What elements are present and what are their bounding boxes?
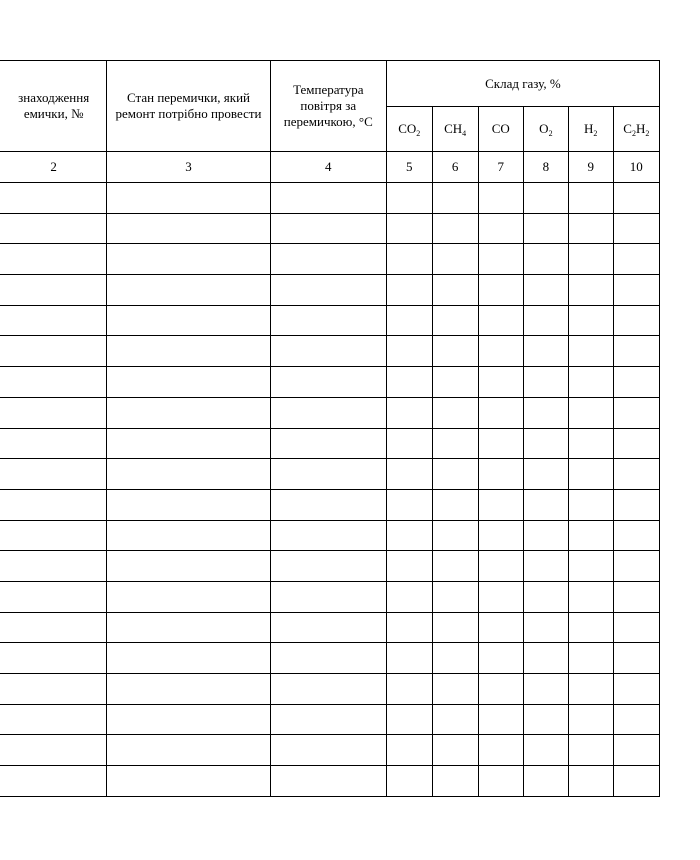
table-cell xyxy=(386,459,432,490)
gas-formula-base: CO xyxy=(398,121,417,136)
table-cell xyxy=(0,520,107,551)
table-cell xyxy=(568,674,613,705)
table-row xyxy=(0,305,660,336)
table-cell xyxy=(386,244,432,275)
table-cell xyxy=(523,305,568,336)
table-cell xyxy=(432,428,478,459)
table-cell xyxy=(613,766,659,797)
table-cell xyxy=(568,704,613,735)
table-cell xyxy=(568,735,613,766)
table-cell xyxy=(107,428,270,459)
gas-header-4 xyxy=(568,107,613,152)
table-row xyxy=(0,551,660,582)
table-cell xyxy=(613,674,659,705)
table-cell xyxy=(107,213,270,244)
table-cell xyxy=(478,489,523,520)
table-cell xyxy=(386,581,432,612)
table-cell xyxy=(107,244,270,275)
gas-formula-subscript: 2 xyxy=(416,129,421,138)
table-cell xyxy=(613,367,659,398)
table-cell xyxy=(270,305,386,336)
table-row xyxy=(0,275,660,306)
table-cell xyxy=(523,244,568,275)
table-cell xyxy=(0,704,107,735)
table-row xyxy=(0,581,660,612)
table-cell xyxy=(523,489,568,520)
table-cell xyxy=(478,397,523,428)
table-cell xyxy=(386,643,432,674)
table-cell xyxy=(107,643,270,674)
table-cell xyxy=(613,275,659,306)
table-cell xyxy=(613,581,659,612)
table-cell xyxy=(107,704,270,735)
table-cell xyxy=(523,551,568,582)
table-cell xyxy=(478,643,523,674)
table-cell xyxy=(432,643,478,674)
table-cell xyxy=(613,305,659,336)
table-cell xyxy=(568,183,613,214)
table-cell xyxy=(478,275,523,306)
table-cell xyxy=(0,183,107,214)
table-cell xyxy=(107,275,270,306)
table-cell xyxy=(432,766,478,797)
table-cell xyxy=(432,183,478,214)
table-cell xyxy=(478,735,523,766)
table-cell xyxy=(386,735,432,766)
table-cell xyxy=(432,735,478,766)
table-cell xyxy=(386,336,432,367)
table-cell xyxy=(386,397,432,428)
table-cell xyxy=(386,766,432,797)
table-cell xyxy=(523,520,568,551)
table-row xyxy=(0,213,660,244)
table-cell xyxy=(107,459,270,490)
table-cell xyxy=(0,643,107,674)
table-cell xyxy=(432,244,478,275)
table-cell xyxy=(0,766,107,797)
header-bulkhead-state xyxy=(107,61,270,152)
journal-table xyxy=(0,60,660,797)
header-air-temperature xyxy=(270,61,386,152)
gas-header-0 xyxy=(386,107,432,152)
table-cell xyxy=(386,551,432,582)
table-cell xyxy=(270,336,386,367)
table-cell xyxy=(107,336,270,367)
header-location-line-1: знаходження xyxy=(18,90,90,105)
table-cell xyxy=(107,520,270,551)
table-cell xyxy=(478,428,523,459)
table-cell xyxy=(613,704,659,735)
table-cell xyxy=(568,520,613,551)
gas-header-5 xyxy=(613,107,659,152)
table-cell xyxy=(107,367,270,398)
table-cell xyxy=(478,520,523,551)
gas-formula-base: C xyxy=(623,121,632,136)
table-cell xyxy=(0,305,107,336)
header-air-temperature-line-3: перемичкою, °С xyxy=(283,114,373,129)
header-location-line-2: емички, № xyxy=(23,106,84,121)
table-cell xyxy=(0,735,107,766)
header-location xyxy=(0,61,107,152)
table-cell xyxy=(107,674,270,705)
table-cell xyxy=(613,244,659,275)
table-cell xyxy=(613,459,659,490)
table-cell xyxy=(107,581,270,612)
gas-header-2 xyxy=(478,107,523,152)
table-cell xyxy=(568,551,613,582)
table-cell xyxy=(523,397,568,428)
table-row xyxy=(0,643,660,674)
table-cell xyxy=(432,367,478,398)
table-cell xyxy=(432,581,478,612)
table-cell xyxy=(613,520,659,551)
table-cell xyxy=(523,183,568,214)
column-number-row xyxy=(0,152,660,183)
table-cell xyxy=(613,428,659,459)
gas-formula-base: CH xyxy=(444,121,463,136)
table-cell xyxy=(568,336,613,367)
table-cell xyxy=(270,766,386,797)
table-cell xyxy=(613,397,659,428)
table-cell xyxy=(523,367,568,398)
table-cell xyxy=(478,367,523,398)
table-cell xyxy=(107,397,270,428)
table-row xyxy=(0,520,660,551)
table-cell xyxy=(523,704,568,735)
table-cell xyxy=(568,275,613,306)
table-cell xyxy=(523,612,568,643)
header-air-temperature-line-1: Температура xyxy=(293,82,364,97)
table-cell xyxy=(386,275,432,306)
column-number-0: 2 xyxy=(0,152,107,183)
table-cell xyxy=(432,612,478,643)
table-cell xyxy=(386,213,432,244)
table-cell xyxy=(568,213,613,244)
table-cell xyxy=(270,520,386,551)
table-cell xyxy=(613,735,659,766)
table-cell xyxy=(478,183,523,214)
table-cell xyxy=(568,489,613,520)
gas-formula-subscript: 4 xyxy=(462,129,467,138)
table-cell xyxy=(523,581,568,612)
column-number-7: 9 xyxy=(568,152,613,183)
table-cell xyxy=(478,766,523,797)
table-cell xyxy=(478,551,523,582)
table-cell xyxy=(0,367,107,398)
table-cell xyxy=(478,581,523,612)
table-row xyxy=(0,367,660,398)
table-cell xyxy=(432,213,478,244)
table-cell xyxy=(270,643,386,674)
table-row xyxy=(0,704,660,735)
table-cell xyxy=(613,612,659,643)
table-cell xyxy=(0,397,107,428)
table-row xyxy=(0,735,660,766)
table-cell xyxy=(107,735,270,766)
gas-formula-subscript: 2 xyxy=(548,129,553,138)
table-cell xyxy=(270,612,386,643)
column-number-6: 8 xyxy=(523,152,568,183)
table-cell xyxy=(0,244,107,275)
table-row xyxy=(0,766,660,797)
table-cell xyxy=(568,367,613,398)
table-row xyxy=(0,336,660,367)
table-cell xyxy=(432,674,478,705)
table-cell xyxy=(568,581,613,612)
table-cell xyxy=(270,551,386,582)
table-cell xyxy=(0,674,107,705)
table-cell xyxy=(478,674,523,705)
table-cell xyxy=(270,397,386,428)
table-cell xyxy=(0,428,107,459)
table-row xyxy=(0,428,660,459)
header-air-temperature-line-2: повітря за xyxy=(300,98,357,113)
table-cell xyxy=(386,704,432,735)
table-cell xyxy=(0,213,107,244)
table-row xyxy=(0,244,660,275)
column-number-2: 4 xyxy=(270,152,386,183)
table-cell xyxy=(270,704,386,735)
table-row xyxy=(0,397,660,428)
table-cell xyxy=(568,397,613,428)
table-row xyxy=(0,674,660,705)
table-row xyxy=(0,183,660,214)
table-cell xyxy=(386,183,432,214)
table-cell xyxy=(270,459,386,490)
header-gas-composition-label: Склад газу, % xyxy=(485,75,561,91)
gas-formula-tail: H xyxy=(635,121,646,136)
table-cell xyxy=(613,183,659,214)
table-cell xyxy=(0,489,107,520)
gas-formula-base: O xyxy=(539,121,549,136)
table-cell xyxy=(270,275,386,306)
table-cell xyxy=(523,674,568,705)
table-cell xyxy=(432,275,478,306)
table-cell xyxy=(270,213,386,244)
column-number-4: 6 xyxy=(432,152,478,183)
table-cell xyxy=(0,612,107,643)
table-cell xyxy=(523,428,568,459)
table-cell xyxy=(107,551,270,582)
table-cell xyxy=(107,766,270,797)
table-cell xyxy=(568,459,613,490)
table-cell xyxy=(107,612,270,643)
header-bulkhead-state-line-2: ремонт потрібно провести xyxy=(115,106,262,121)
table-cell xyxy=(107,489,270,520)
table-cell xyxy=(568,612,613,643)
table-cell xyxy=(270,489,386,520)
table-cell xyxy=(523,336,568,367)
header-bulkhead-state-line-1: Стан перемички, який xyxy=(127,90,251,105)
table-cell xyxy=(270,428,386,459)
table-cell xyxy=(386,367,432,398)
gas-formula-base: H xyxy=(584,121,594,136)
table-cell xyxy=(523,643,568,674)
table-cell xyxy=(478,213,523,244)
column-number-8: 10 xyxy=(613,152,659,183)
table-cell xyxy=(568,428,613,459)
column-number-1: 3 xyxy=(107,152,270,183)
table-cell xyxy=(478,704,523,735)
table-cell xyxy=(0,336,107,367)
header-gas-composition xyxy=(386,61,659,107)
table-cell xyxy=(386,428,432,459)
table-cell xyxy=(386,489,432,520)
table-cell xyxy=(386,674,432,705)
table-row xyxy=(0,459,660,490)
table-cell xyxy=(568,643,613,674)
gas-formula-subscript: 2 xyxy=(593,129,598,138)
table-cell xyxy=(107,183,270,214)
table-cell xyxy=(270,183,386,214)
table-cell xyxy=(478,612,523,643)
table-cell xyxy=(568,305,613,336)
table-cell xyxy=(0,459,107,490)
table-row xyxy=(0,489,660,520)
table-cell xyxy=(478,336,523,367)
table-cell xyxy=(523,459,568,490)
table-cell xyxy=(478,305,523,336)
table-cell xyxy=(432,305,478,336)
table-cell xyxy=(432,704,478,735)
table-cell xyxy=(270,367,386,398)
table-cell xyxy=(386,305,432,336)
table-cell xyxy=(432,520,478,551)
table-cell xyxy=(523,766,568,797)
table-cell xyxy=(0,551,107,582)
table-cell xyxy=(0,581,107,612)
table-cell xyxy=(613,489,659,520)
column-number-5: 7 xyxy=(478,152,523,183)
table-cell xyxy=(613,551,659,582)
table-cell xyxy=(523,275,568,306)
table-cell xyxy=(478,244,523,275)
table-row xyxy=(0,612,660,643)
gas-formula-base: CO xyxy=(491,121,510,136)
column-number-3: 5 xyxy=(386,152,432,183)
gas-header-3 xyxy=(523,107,568,152)
table-cell xyxy=(107,305,270,336)
table-cell xyxy=(386,612,432,643)
table-cell xyxy=(432,336,478,367)
table-cell xyxy=(478,459,523,490)
gas-formula-tail-subscript: 2 xyxy=(645,129,650,138)
table-cell xyxy=(432,397,478,428)
table-cell xyxy=(270,244,386,275)
table-cell xyxy=(523,735,568,766)
gas-formula-subscript: 2 xyxy=(631,129,636,138)
table-cell xyxy=(613,336,659,367)
table-cell xyxy=(523,213,568,244)
gas-header-1 xyxy=(432,107,478,152)
table-cell xyxy=(432,551,478,582)
table-cell xyxy=(386,520,432,551)
table-cell xyxy=(613,643,659,674)
table-cell xyxy=(432,459,478,490)
table-cell xyxy=(270,735,386,766)
table-cell xyxy=(568,244,613,275)
table-cell xyxy=(270,674,386,705)
table-cell xyxy=(0,275,107,306)
table-cell xyxy=(432,489,478,520)
table-cell xyxy=(270,581,386,612)
table-cell xyxy=(613,213,659,244)
table-cell xyxy=(568,766,613,797)
